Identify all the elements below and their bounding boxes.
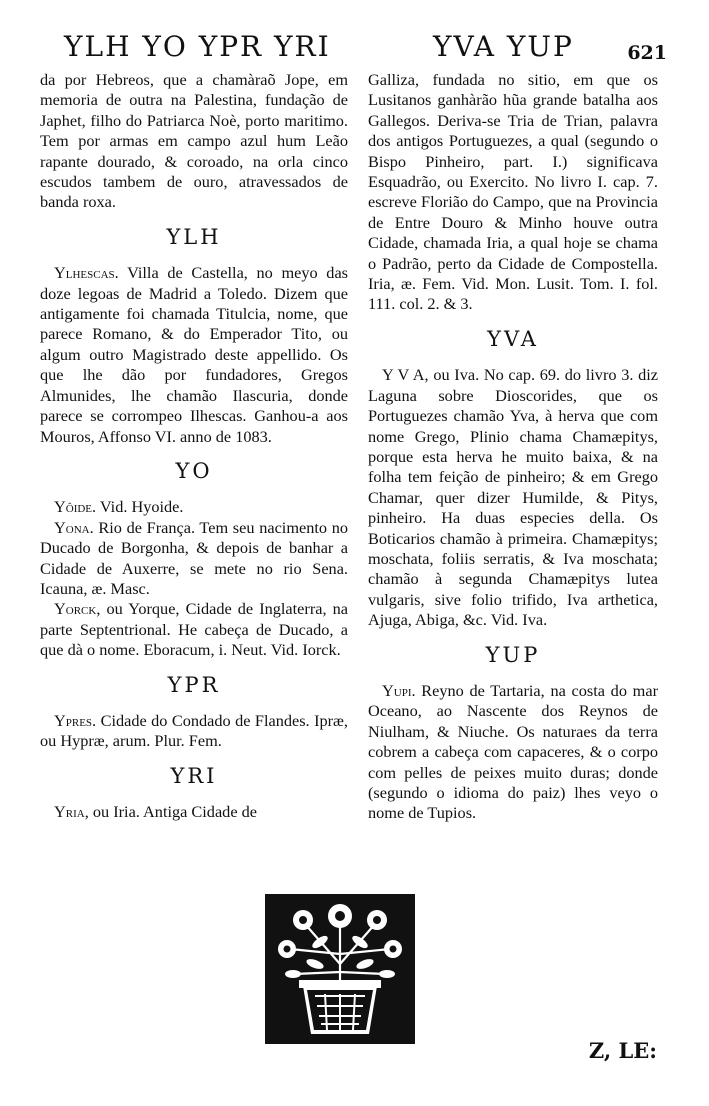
catchword: Z, LE: bbox=[588, 1038, 657, 1063]
running-head-left: YLH YO YPR YRI bbox=[64, 30, 331, 63]
entry-text: Villa de Castella, no meyo das doze legoas de Madrid a Toledo. Dizem que antigamente foi chamada Titulcia, nome, que parece Romano, & do Emperador Tito, ou algum outro Magistrado deste appellido. Os que lhe dão por fundadores, Gregos Almunides, lhe chamão Ilascuria, donde parece se corrompeo Ilhescas. Ganhou-a aos Mouros, Affonso VI. anno de 1083. bbox=[40, 263, 349, 446]
entry-text: Vid. Hyoide. bbox=[99, 497, 184, 517]
left-column bbox=[40, 70, 348, 823]
entry-headword: Yôide. bbox=[54, 497, 97, 517]
entry-headword: Ypres. bbox=[54, 710, 97, 730]
flower-vase-ornament-icon bbox=[265, 894, 415, 1044]
entry-text: Cidade do Condado de Flandes. Ipræ, ou Hypræ, arum. Plur. Fem. bbox=[40, 710, 348, 751]
continuation-text: da por Hebreos, que a chamàraõ Jope, em memoria de outra na Palestina, fundação de Japhet, filho do Patriarca Noè, porto maritimo. Tem por armas em campo azul hum Leão rapante dourado, & coroado, na orla cinco escudos tambem de ouro, atravessados de banda roxa. bbox=[40, 70, 348, 212]
entry-headword: Yupi. bbox=[382, 680, 416, 700]
entry-yorck bbox=[40, 599, 348, 660]
entry-text: ou Yorque, Cidade de Inglaterra, na parte Septentrional. He cabeça de Ducado, a que dà o nome. Eboracum, i. Neut. Vid. Iorck. bbox=[40, 599, 348, 660]
entry-headword: Y V A, bbox=[382, 365, 429, 385]
section-heading-yri: YRI bbox=[170, 763, 218, 788]
entry-yoide bbox=[40, 497, 348, 517]
entry-ypres bbox=[40, 711, 348, 752]
entry-headword: Ylhescas. bbox=[54, 263, 119, 283]
right-column bbox=[368, 70, 658, 824]
page-number: 621 bbox=[627, 42, 667, 64]
section-heading-yup: YUP bbox=[485, 642, 541, 667]
section-heading-ypr: YPR bbox=[167, 672, 221, 697]
entry-ylhescas bbox=[40, 263, 348, 447]
section-heading-yva: YVA bbox=[487, 326, 539, 351]
entry-headword: Yorck, bbox=[54, 599, 101, 619]
entry-text: ou Iria. Antiga Cidade de bbox=[92, 802, 257, 822]
entry-text: Rio de França. Tem seu nacimento no Ducado de Borgonha, & depois de banhar a Cidade de Auxerre, se mete no rio Sena. Icauna, æ. Masc. bbox=[40, 517, 348, 598]
entry-yona bbox=[40, 518, 348, 600]
entry-text: ou Iva. No cap. 69. do livro 3. diz Laguna sobre Dioscorides, que os Portuguezes chamão Yva, à herva que com nome Grego, Plinio chama Chamæpitys, porque esta herva he muito baixa, & na folha tem feição de pinheiro; & em Grego Chamar, quer dizer Humilde, & Pitys, pinheiro. Ha duas especies della. Os Boticarios chamão à primeira. Chamæpitys; moschata, foliis serratis, & Iva moschata; chamão à segunda Chamæpitys lutea vulgaris, sive folio trifido, Iva arthetica, Ajuga, Abiga, &c. Vid. Iva. bbox=[368, 365, 658, 630]
section-heading-yo: YO bbox=[175, 458, 213, 483]
entry-text: Reyno de Tartaria, na costa do mar Oceano, ao Nascente dos Reynos de Niulham, & Niuche. Os naturaes da terra cobrem a cabeça com capaceres, & o corpo com pelles de peixes muito duras; donde (segundo o idioma do paiz) lhes veyo o nome de Tupios. bbox=[368, 680, 658, 823]
entry-headword: Yria, bbox=[54, 802, 89, 822]
entry-yupi bbox=[368, 681, 658, 824]
entry-headword: Yona. bbox=[54, 517, 94, 537]
running-head-right: YVA YUP bbox=[433, 30, 574, 63]
entry-yva bbox=[368, 365, 658, 630]
entry-yria bbox=[40, 802, 348, 822]
section-heading-ylh: YLH bbox=[166, 224, 222, 249]
continuation-text: Galliza, fundada no sitio, em que os Lusitanos ganhàrão hũa grande batalha aos Gallegos. Deriva-se Tria de Trian, palavra dos antigos Portuguezes, a qual (segundo o Bispo Pinheiro, part. I.) significava Esquadrão, ou Exercito. No livro I. cap. 7. escreve Florião do Campo, que na Provincia de Entre Douro & Minho houve outra Cidade, chamada Iria, a qual hoje se chama o Padrão, perto da Cidade de Compostella. Iria, æ. Fem. Vid. Mon. Lusit. Tom. I. fol. 111. col. 2. & 3. bbox=[368, 70, 658, 314]
